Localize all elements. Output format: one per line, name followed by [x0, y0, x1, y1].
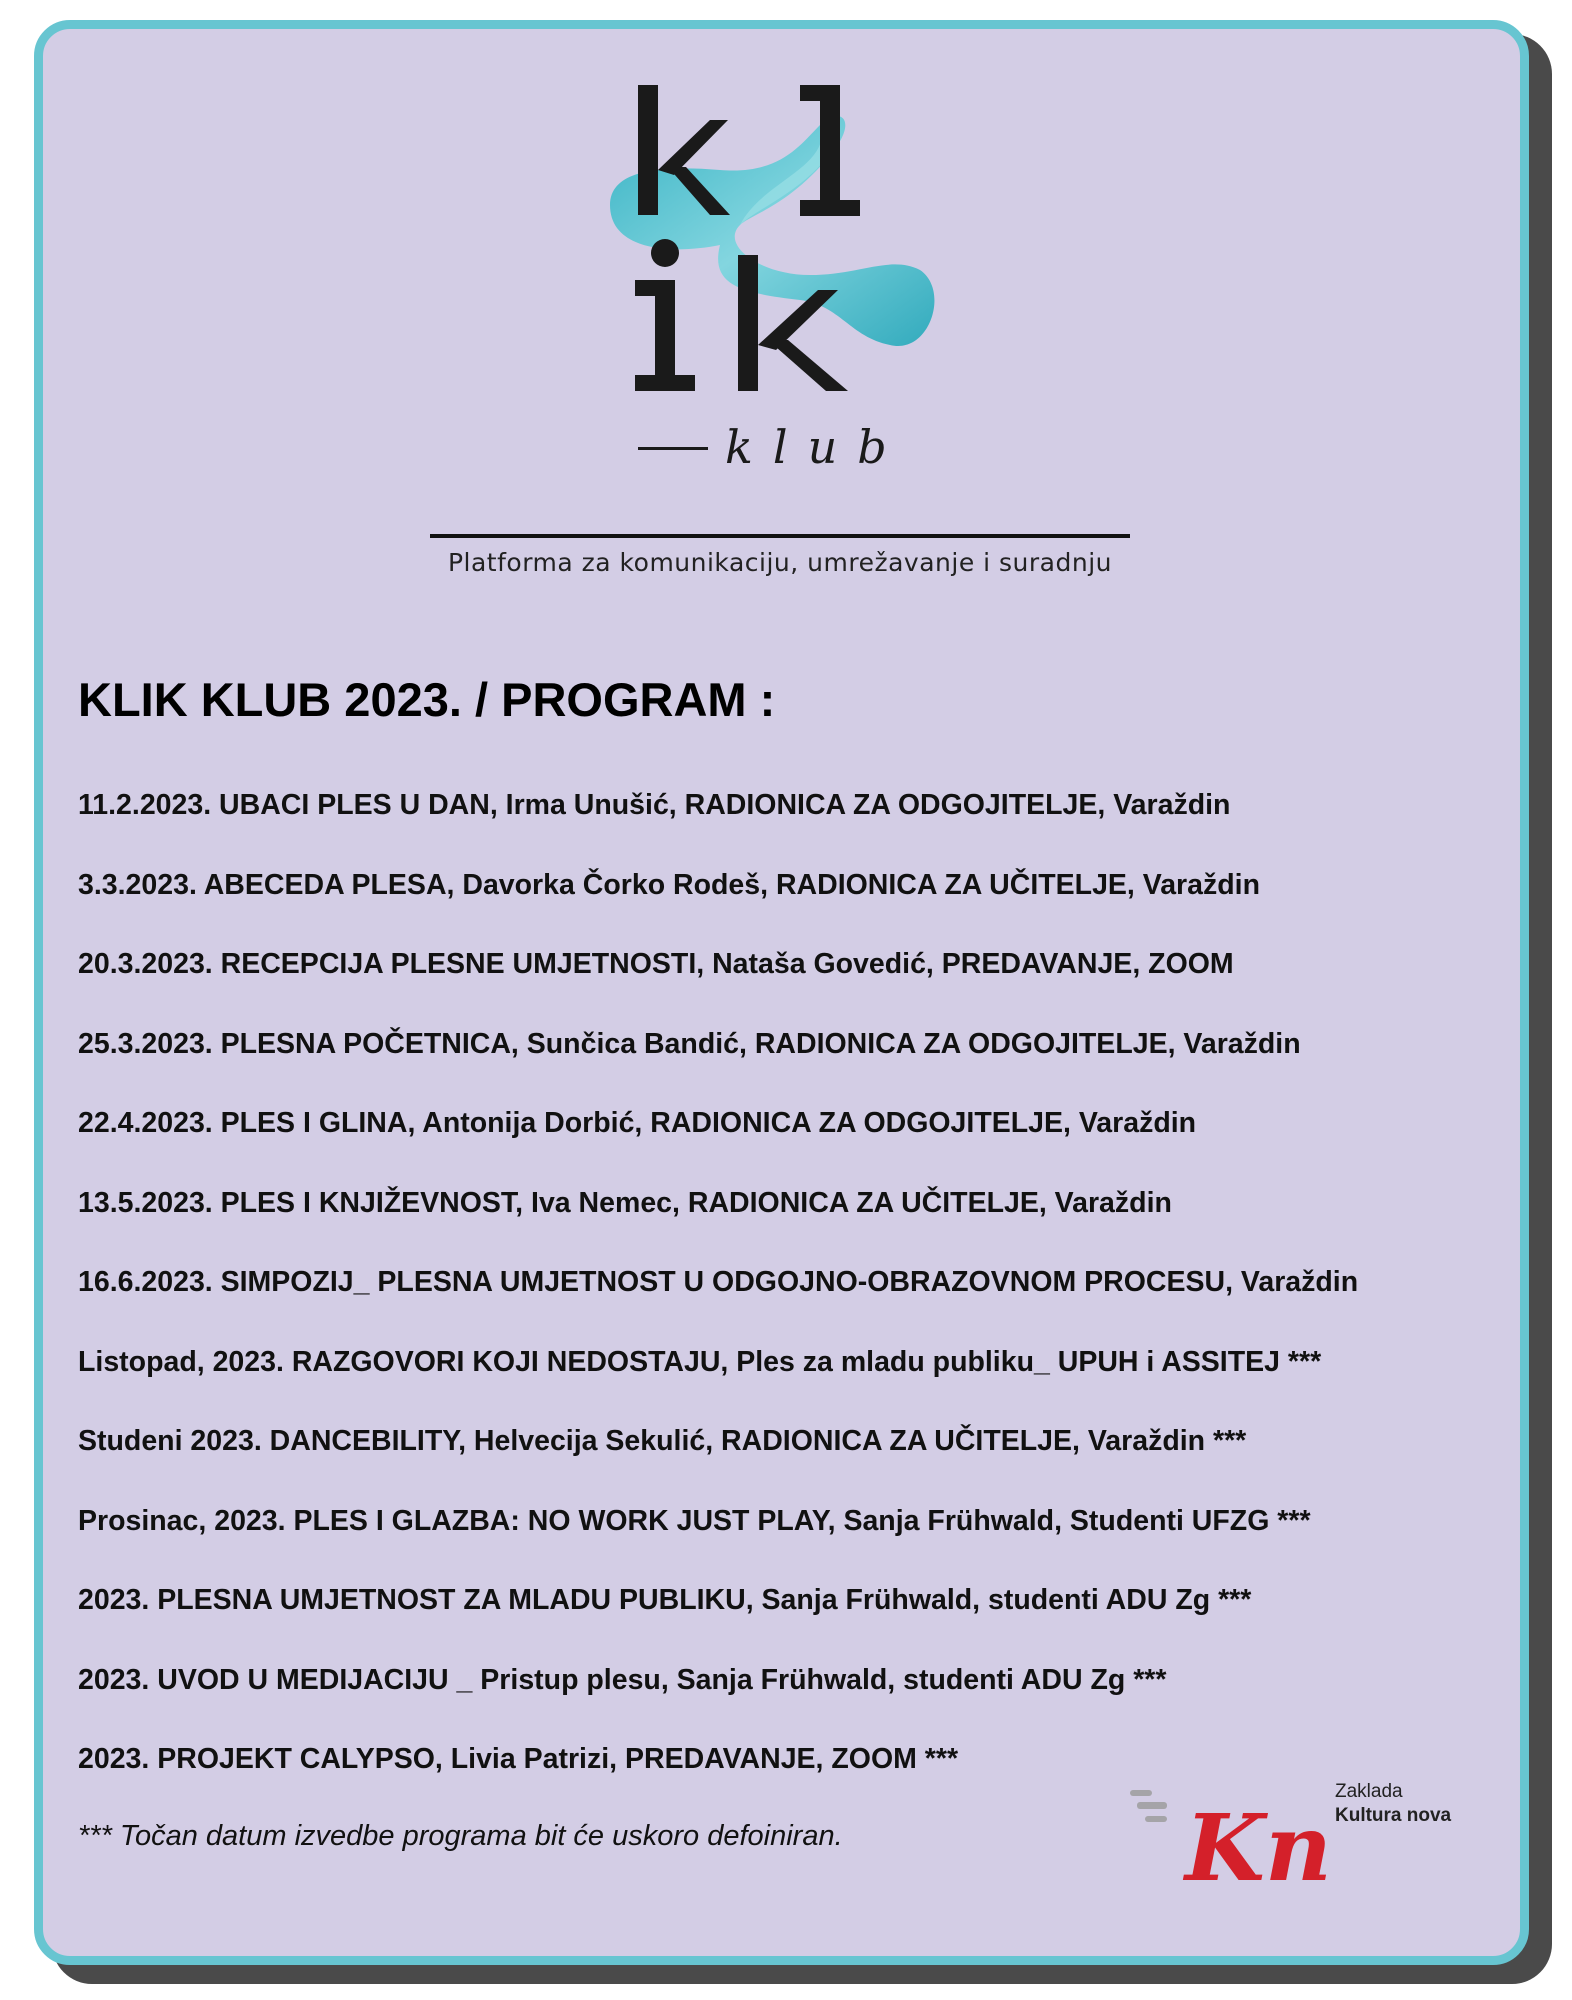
- program-item: 13.5.2023. PLES I KNJIŽEVNOST, Iva Nemec, RADIONICA ZA UČITELJE, Varaždin: [78, 1186, 1172, 1219]
- sponsor-line-1: Zaklada: [1335, 1781, 1403, 1802]
- program-item: Studeni 2023. DANCEBILITY, Helvecija Sekulić, RADIONICA ZA UČITELJE, Varaždin ***: [78, 1425, 1247, 1457]
- program-item: Listopad, 2023. RAZGOVORI KOJI NEDOSTAJU, Ples za mladu publiku_ UPUH i ASSITEJ ***: [78, 1345, 1322, 1378]
- program-item: 2023. PROJEKT CALYPSO, Livia Patrizi, PREDAVANJE, ZOOM ***: [78, 1743, 959, 1775]
- program-item: 16.6.2023. SIMPOZIJ_ PLESNA UMJETNOST U ODGOJNO-OBRAZOVNOM PROCESU, Varaždin: [78, 1266, 1359, 1298]
- program-item: 2023. PLESNA UMJETNOST ZA MLADU PUBLIKU, Sanja Frühwald, studenti ADU Zg ***: [78, 1584, 1252, 1616]
- program-item: 3.3.2023. ABECEDA PLESA, Davorka Čorko Rodeš, RADIONICA ZA UČITELJE, Varaždin: [78, 868, 1260, 901]
- program-item: 22.4.2023. PLES I GLINA, Antonija Dorbić, RADIONICA ZA ODGOJITELJE, Varaždin: [78, 1107, 1197, 1139]
- logo-letters: [635, 85, 860, 450]
- footnote: *** Točan datum izvedbe programa bit će uskoro defoiniran.: [78, 1820, 843, 1852]
- program-heading: KLIK KLUB 2023. / PROGRAM :: [78, 673, 776, 726]
- kn-mark: Kn: [1185, 1794, 1332, 1902]
- program-item: 2023. UVOD U MEDIJACIJU _ Pristup plesu, Sanja Frühwald, studenti ADU Zg ***: [78, 1663, 1167, 1696]
- program-item: 20.3.2023. RECEPCIJA PLESNE UMJETNOSTI, Nataša Govedić, PREDAVANJE, ZOOM: [78, 948, 1234, 980]
- program-item: 25.3.2023. PLESNA POČETNICA, Sunčica Bandić, RADIONICA ZA ODGOJITELJE, Varaždin: [78, 1027, 1301, 1060]
- program-list: [78, 790, 1358, 1824]
- logo-wordmark: klub: [725, 420, 907, 474]
- divider: [430, 534, 1130, 538]
- sponsor-line-2: Kultura nova: [1335, 1805, 1452, 1826]
- sponsor-text: [1335, 1780, 1451, 1828]
- program-item: Prosinac, 2023. PLES I GLAZBA: NO WORK JUST PLAY, Sanja Frühwald, Studenti UFZG ***: [78, 1504, 1311, 1537]
- klik-klub-logo: [590, 75, 990, 495]
- kultura-nova-logo: [1125, 1770, 1332, 1905]
- tagline: Platforma za komunikaciju, umrežavanje i suradnju: [447, 548, 1113, 577]
- program-item: 11.2.2023. UBACI PLES U DAN, Irma Unušić, RADIONICA ZA ODGOJITELJE, Varaždin: [78, 789, 1231, 821]
